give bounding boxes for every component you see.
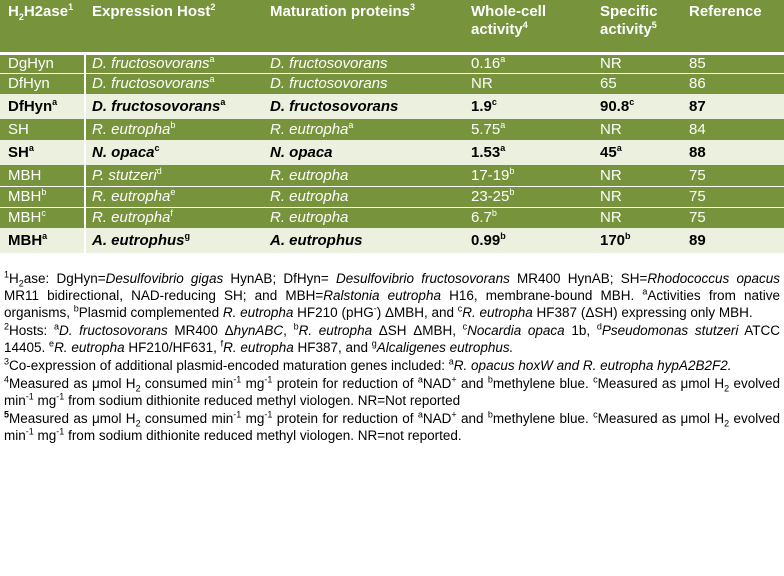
column-divider	[84, 228, 86, 253]
cell-expression-host-text: D. fructosovorans	[92, 55, 210, 72]
cell-whole-cell-activity-superscript: a	[500, 119, 506, 130]
cell-maturation-proteins-text: N. opaca	[270, 143, 333, 161]
column-divider	[84, 55, 86, 73]
cell-expression-host-text: D. fructosovorans	[92, 75, 210, 92]
cell-specific-activity	[600, 121, 622, 139]
cell-maturation-proteins	[270, 209, 348, 227]
cell-h2ase	[8, 144, 34, 162]
cell-h2ase-superscript: a	[52, 96, 58, 107]
table-body	[0, 52, 784, 253]
cell-specific-activity-superscript: a	[616, 142, 622, 153]
cell-h2ase	[8, 209, 46, 227]
cell-maturation-proteins-text: A. eutrophus	[270, 231, 363, 249]
cell-reference-text: 75	[689, 209, 706, 226]
cell-reference-text: 87	[689, 97, 706, 115]
cell-h2ase	[8, 188, 46, 206]
cell-h2ase-superscript: a	[28, 142, 34, 153]
table-row	[0, 228, 784, 253]
cell-reference	[689, 209, 706, 227]
cell-maturation-proteins-text: R. eutropha	[270, 166, 349, 184]
cell-h2ase	[8, 55, 54, 73]
cell-whole-cell-activity-superscript: c	[491, 96, 497, 107]
cell-whole-cell-activity-text: 0.16	[471, 55, 501, 72]
cell-reference-text: 85	[689, 55, 706, 72]
footnotes	[4, 270, 780, 444]
cell-specific-activity	[600, 75, 617, 93]
cell-whole-cell-activity	[471, 167, 514, 185]
cell-whole-cell-activity-superscript: a	[500, 54, 506, 64]
header-whole-cell-activity: Whole-cell activity$^4$	[471, 3, 547, 38]
cell-specific-activity-superscript: c	[629, 96, 635, 107]
cell-whole-cell-activity-text: 1.53	[471, 143, 501, 161]
cell-expression-host-superscript: f	[170, 208, 173, 218]
cell-h2ase-text: MBH	[8, 188, 42, 205]
cell-reference	[689, 188, 706, 206]
cell-h2ase	[8, 167, 41, 185]
hydrogenase-table	[0, 0, 784, 253]
cell-whole-cell-activity-superscript: b	[500, 230, 506, 241]
cell-h2ase	[8, 121, 29, 139]
cell-h2ase-superscript: b	[41, 187, 47, 197]
cell-h2ase-superscript: c	[41, 208, 46, 218]
cell-whole-cell-activity	[471, 121, 505, 139]
cell-whole-cell-activity-text: 0.99	[471, 231, 501, 249]
header-h2ase: $H_2H2ase^1$	[8, 2, 74, 22]
cell-expression-host-superscript: c	[154, 142, 160, 153]
cell-whole-cell-activity-superscript: b	[491, 208, 497, 218]
table-row	[0, 52, 784, 73]
cell-expression-host-text: D. fructosovorans	[92, 97, 221, 115]
column-divider	[84, 165, 86, 186]
column-divider	[84, 74, 86, 94]
cell-h2ase-text: SH	[8, 143, 29, 161]
cell-specific-activity-text: NR	[600, 120, 622, 138]
cell-reference-text: 75	[689, 188, 706, 205]
table-row	[0, 207, 784, 228]
cell-h2ase-text: SH	[8, 120, 29, 138]
cell-specific-activity-text: NR	[600, 166, 622, 184]
cell-h2ase-text: MBH	[8, 166, 42, 184]
cell-h2ase-text: DfHyn	[8, 97, 53, 115]
cell-expression-host-text: R. eutropha	[92, 188, 171, 205]
cell-h2ase-text: DfHyn	[8, 75, 50, 92]
cell-expression-host	[92, 75, 215, 93]
cell-expression-host	[92, 209, 173, 227]
cell-expression-host-superscript: a	[209, 74, 215, 84]
cell-h2ase	[8, 232, 47, 250]
header-specific-activity: Specific activity$^5$	[600, 3, 658, 38]
cell-maturation-proteins-superscript: a	[348, 119, 354, 130]
cell-whole-cell-activity-superscript: b	[509, 165, 515, 176]
column-divider	[84, 94, 86, 119]
cell-whole-cell-activity-text: 23-25	[471, 188, 510, 205]
cell-reference-text: 88	[689, 143, 706, 161]
table-row	[0, 140, 784, 165]
cell-whole-cell-activity-superscript: a	[500, 142, 506, 153]
cell-whole-cell-activity	[471, 55, 505, 73]
header-reference: Reference	[689, 3, 762, 20]
header-expression-host: Expression Host$^2$	[92, 2, 216, 20]
cell-expression-host-superscript: g	[184, 230, 190, 241]
column-divider	[84, 119, 86, 140]
footnote-2: $^2$Hosts: $^a$D. fructosovorans MR400 ΔhynABC, $^b$R. eutropha ΔSH ΔMBH, $^c$Nocardia opaca 1b, $^d$Pseudomonas stutzeri ATCC 14405. $^e$R. eutropha HF210/HF631, $^f$R. eutropha HF387, and $^g$Alcaligenes eutrophus.	[4, 321, 781, 355]
cell-whole-cell-activity	[471, 232, 506, 250]
column-divider	[84, 187, 86, 207]
cell-whole-cell-activity	[471, 144, 505, 162]
cell-maturation-proteins-text: D. fructosovorans	[270, 97, 399, 115]
cell-reference	[689, 121, 706, 139]
cell-maturation-proteins	[270, 144, 333, 162]
cell-expression-host	[92, 144, 160, 162]
cell-whole-cell-activity	[471, 75, 493, 93]
cell-reference-text: 86	[689, 75, 706, 92]
cell-specific-activity	[600, 55, 622, 73]
cell-specific-activity	[600, 209, 622, 227]
cell-specific-activity-superscript: b	[625, 230, 631, 241]
cell-maturation-proteins	[270, 188, 348, 206]
cell-expression-host-superscript: e	[170, 187, 176, 197]
cell-reference-text: 75	[689, 166, 706, 184]
footnote-1: $^1H_2ase$: DgHyn=Desulfovibrio gigas HynAB; DfHyn= Desulfovibrio fructosovorans MR400 HynAB; SH=Rhodococcus opacus MR11 bidirectional, NAD-reducing SH; and MBH=Ralstonia eutropha H16, membrane-bound MBH. $^a$Activities from native organisms, $^b$Plasmid complemented R. eutropha HF210 (pHG-) ΔMBH, and $^c$R. eutropha HF387 (ΔSH) expressing only MBH.	[4, 269, 780, 320]
header-maturation-proteins: Maturation proteins$^3$	[270, 2, 416, 20]
cell-maturation-proteins-text: R. eutropha	[270, 188, 349, 205]
cell-maturation-proteins-text: D. fructosovorans	[270, 75, 388, 92]
cell-whole-cell-activity-text: 6.7	[471, 209, 492, 226]
cell-whole-cell-activity-text: 5.75	[471, 120, 501, 138]
cell-expression-host-text: N. opaca	[92, 143, 155, 161]
cell-expression-host-superscript: a	[209, 54, 215, 64]
cell-whole-cell-activity-text: 1.9	[471, 97, 492, 115]
cell-expression-host-text: P. stutzeri	[92, 166, 157, 184]
cell-whole-cell-activity	[471, 209, 497, 227]
cell-specific-activity	[600, 144, 622, 162]
cell-maturation-proteins	[270, 167, 348, 185]
cell-reference	[689, 167, 706, 185]
cell-expression-host-text: R. eutropha	[92, 209, 171, 226]
cell-specific-activity	[600, 98, 634, 116]
cell-reference	[689, 55, 706, 73]
cell-h2ase-text: MBH	[8, 231, 43, 249]
cell-expression-host-superscript: b	[170, 119, 176, 130]
cell-expression-host-superscript: d	[156, 165, 162, 176]
cell-h2ase-text: DgHyn	[8, 55, 54, 72]
cell-reference	[689, 98, 706, 116]
cell-expression-host	[92, 121, 175, 139]
cell-specific-activity	[600, 232, 631, 250]
cell-specific-activity-text: NR	[600, 55, 622, 72]
cell-h2ase-text: MBH	[8, 209, 42, 226]
cell-h2ase	[8, 75, 50, 93]
footnote-4: $^4$Measured as μmol $H_2$ consumed $\min^{-1} mg^{-1}$ protein for reduction of $^a$NAD+ and $^b$methylene blue. $^c$Measured as μmol $H_2$ evolved $\min^{-1} mg^{-1}$ from sodium dithionite reduced methyl viologen. NR=Not reported	[4, 374, 780, 408]
cell-reference	[689, 75, 706, 93]
cell-maturation-proteins-text: D. fructosovorans	[270, 55, 388, 72]
cell-specific-activity-text: NR	[600, 188, 622, 205]
table-row	[0, 73, 784, 94]
table-row	[0, 165, 784, 186]
cell-specific-activity-text: 45	[600, 143, 617, 161]
cell-whole-cell-activity-superscript: b	[509, 187, 515, 197]
cell-expression-host	[92, 167, 162, 185]
cell-maturation-proteins	[270, 98, 398, 116]
cell-expression-host	[92, 55, 215, 73]
cell-maturation-proteins	[270, 121, 353, 139]
cell-expression-host-text: A. eutrophus	[92, 231, 185, 249]
cell-specific-activity-text: NR	[600, 209, 622, 226]
cell-specific-activity-text: 65	[600, 75, 617, 92]
cell-expression-host-superscript: a	[220, 96, 226, 107]
cell-specific-activity-text: 170	[600, 231, 626, 249]
cell-h2ase	[8, 98, 57, 116]
cell-maturation-proteins	[270, 232, 363, 250]
cell-whole-cell-activity-text: NR	[471, 75, 493, 92]
cell-specific-activity-text: 90.8	[600, 97, 630, 115]
cell-expression-host	[92, 188, 175, 206]
cell-expression-host	[92, 232, 190, 250]
column-divider	[84, 208, 86, 228]
cell-whole-cell-activity	[471, 98, 497, 116]
cell-specific-activity	[600, 188, 622, 206]
cell-maturation-proteins-text: R. eutropha	[270, 120, 349, 138]
table-header-row	[0, 0, 784, 52]
table-row	[0, 186, 784, 207]
footnote-3: $^3$Co-expression of additional plasmid-encoded maturation genes included: $^a$R. opacus hoxW and R. eutropha hypA2B2F2.	[4, 356, 780, 374]
cell-maturation-proteins	[270, 55, 388, 73]
cell-reference	[689, 232, 706, 250]
cell-reference	[689, 144, 706, 162]
cell-specific-activity	[600, 167, 622, 185]
cell-expression-host-text: R. eutropha	[92, 120, 171, 138]
footnote-5: $^5$Measured as μmol $H_2$ consumed $\min^{-1} mg^{-1}$ protein for reduction of $^a$NAD+ and $^b$methylene blue. $^c$Measured as μmol $H_2$ evolved $\min^{-1} mg^{-1}$ from sodium dithionite reduced methyl viologen. NR=not reported.	[4, 409, 780, 443]
cell-maturation-proteins	[270, 75, 388, 93]
cell-whole-cell-activity	[471, 188, 514, 206]
cell-h2ase-superscript: a	[42, 230, 48, 241]
cell-maturation-proteins-text: R. eutropha	[270, 209, 349, 226]
table-row	[0, 94, 784, 119]
cell-reference-text: 89	[689, 231, 706, 249]
table-row	[0, 119, 784, 140]
column-divider	[84, 140, 86, 165]
cell-reference-text: 84	[689, 120, 706, 138]
cell-expression-host	[92, 98, 225, 116]
cell-whole-cell-activity-text: 17-19	[471, 166, 510, 184]
